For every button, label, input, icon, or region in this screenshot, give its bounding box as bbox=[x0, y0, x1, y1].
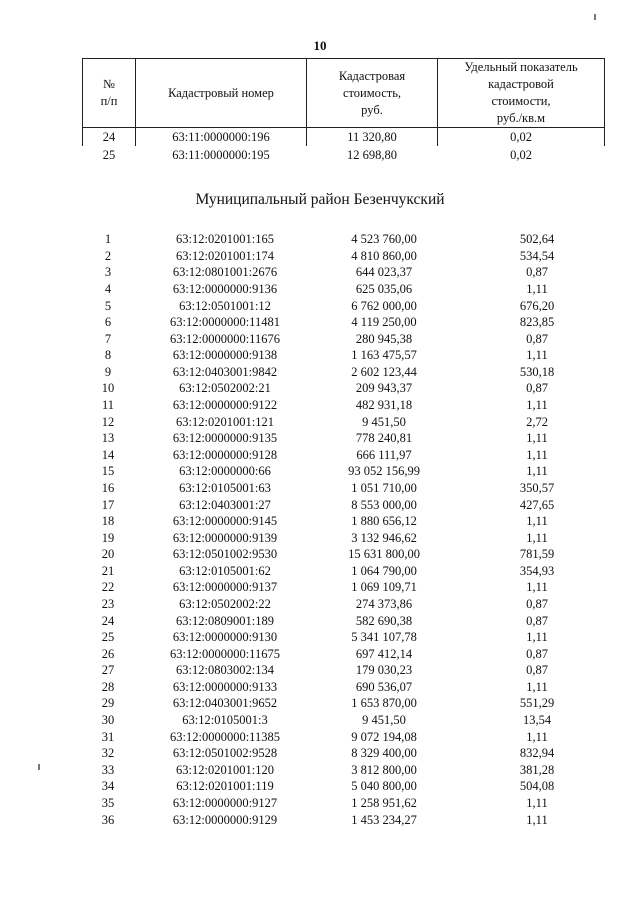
table-cell: 1,11 bbox=[526, 530, 548, 545]
table-cell: 1,11 bbox=[526, 795, 548, 810]
table-cell: 9 072 194,08 bbox=[351, 729, 417, 744]
table-cell: 63:12:0000000:11675 bbox=[170, 646, 280, 661]
table-row bbox=[82, 778, 622, 795]
table-cell: 63:12:0000000:9130 bbox=[172, 630, 278, 645]
table-cell: 1 453 234,27 bbox=[351, 812, 417, 827]
table-cell: 1,11 bbox=[526, 464, 548, 479]
table-cell: 534,54 bbox=[519, 248, 555, 263]
table-cell: 4 bbox=[104, 282, 112, 297]
table-row bbox=[82, 413, 622, 430]
table-cell: 697 412,14 bbox=[355, 646, 413, 661]
table-cell: 21 bbox=[101, 563, 115, 578]
table-cell: 676,20 bbox=[519, 298, 555, 313]
table-cell: 63:12:0000000:9135 bbox=[172, 431, 278, 446]
table-cell: 1 069 109,71 bbox=[351, 580, 417, 595]
table-row bbox=[82, 397, 622, 414]
table-cell: 1,11 bbox=[526, 282, 548, 297]
table-row bbox=[82, 645, 622, 662]
table-cell: 8 bbox=[104, 348, 112, 363]
table-row bbox=[82, 679, 622, 696]
table-cell: 8 553 000,00 bbox=[351, 497, 417, 512]
table-cell: 1 163 475,57 bbox=[351, 348, 417, 363]
table-row bbox=[82, 347, 622, 364]
table-cell: 13,54 bbox=[522, 713, 552, 728]
table-row bbox=[82, 563, 622, 580]
table-cell: 6 bbox=[104, 315, 112, 330]
table-row bbox=[82, 480, 622, 497]
table-cell: 4 523 760,00 bbox=[351, 232, 417, 247]
table-cell: 63:12:0803002:134 bbox=[176, 663, 274, 678]
table-cell: 35 bbox=[101, 795, 115, 810]
table-cell: 63:12:0809001:189 bbox=[176, 613, 274, 628]
table-cell: 1,11 bbox=[526, 348, 548, 363]
table-cell: 63:12:0502002:21 bbox=[179, 381, 271, 396]
table-cell: 1,11 bbox=[526, 514, 548, 529]
table-cell: 63:12:0105001:62 bbox=[179, 563, 271, 578]
table-cell: 5 341 107,78 bbox=[351, 630, 417, 645]
table-cell: 14 bbox=[101, 447, 115, 462]
table-cell: 18 bbox=[101, 514, 115, 529]
table-cell: 625 035,06 bbox=[355, 282, 413, 297]
table-cell: 2 602 123,44 bbox=[351, 364, 417, 379]
table-cell: 31 bbox=[101, 729, 115, 744]
table-cell: 209 943,37 bbox=[355, 381, 413, 396]
table-cell: 22 bbox=[101, 580, 115, 595]
column-header-cadastral-number: Кадастровый номер bbox=[136, 59, 307, 128]
table-cell: 1,11 bbox=[526, 630, 548, 645]
table-cell: 28 bbox=[101, 679, 115, 694]
table-cell: 0,02 bbox=[510, 148, 532, 162]
table-row bbox=[82, 447, 622, 464]
table-cell: 25 bbox=[101, 630, 115, 645]
table-cell: 3 132 946,62 bbox=[351, 530, 417, 545]
table-cell: 1,11 bbox=[526, 580, 548, 595]
table-cell: 582 690,38 bbox=[355, 613, 413, 628]
table-row bbox=[82, 596, 622, 613]
table-cell: 1,11 bbox=[526, 679, 548, 694]
table-cell: 0,87 bbox=[526, 646, 548, 661]
column-header-number: № п/п bbox=[83, 59, 136, 128]
table-cell: 179 030,23 bbox=[355, 663, 413, 678]
table-cell: 10 bbox=[101, 381, 115, 396]
table-cell: 63:12:0000000:11676 bbox=[170, 331, 280, 346]
table-cell: 9 bbox=[104, 364, 112, 379]
table-cell: 11 bbox=[101, 398, 115, 413]
table-cell: 24 bbox=[101, 613, 115, 628]
table-cell: 17 bbox=[101, 497, 115, 512]
table-row bbox=[82, 712, 622, 729]
table-row bbox=[82, 629, 622, 646]
table-cell: 63:11:0000000:195 bbox=[172, 148, 270, 162]
table-cell: 32 bbox=[101, 746, 115, 761]
table-row bbox=[82, 430, 622, 447]
table-cell: 24 bbox=[83, 128, 136, 147]
table-cell: 63:12:0000000:9127 bbox=[172, 795, 278, 810]
table-cell: 4 119 250,00 bbox=[351, 315, 417, 330]
table-row bbox=[82, 248, 622, 265]
table-cell: 63:12:0801001:2676 bbox=[172, 265, 278, 280]
table-cell: 2 bbox=[104, 248, 112, 263]
table-cell: 20 bbox=[101, 547, 115, 562]
table-cell: 1 bbox=[104, 232, 112, 247]
table-cell: 12 698,80 bbox=[347, 148, 397, 162]
table-cell: 63:12:0201001:174 bbox=[176, 248, 274, 263]
table-row bbox=[82, 811, 622, 828]
table-cell: 63:12:0501001:12 bbox=[179, 298, 271, 313]
table-row bbox=[82, 695, 622, 712]
table-cell: 666 111,97 bbox=[356, 447, 412, 462]
table-row bbox=[83, 146, 605, 164]
table-cell: 280 945,38 bbox=[355, 331, 413, 346]
table-cell: 1 051 710,00 bbox=[351, 480, 417, 495]
table-cell: 26 bbox=[101, 646, 115, 661]
table-cell: 15 bbox=[101, 464, 115, 479]
table-cell: 63:12:0000000:9139 bbox=[172, 530, 278, 545]
table-cell: 502,64 bbox=[519, 232, 555, 247]
table-cell: 482 931,18 bbox=[355, 398, 413, 413]
table-cell: 6 762 000,00 bbox=[351, 298, 417, 313]
table-cell: 29 bbox=[101, 696, 115, 711]
table-cell: 4 810 860,00 bbox=[351, 248, 417, 263]
table-cell: 36 bbox=[101, 812, 115, 827]
table-cell: 1 653 870,00 bbox=[351, 696, 417, 711]
table-row bbox=[82, 297, 622, 314]
table-cell: 34 bbox=[101, 779, 115, 794]
table-cell: 5 bbox=[104, 298, 112, 313]
table-cell: 274 373,86 bbox=[355, 597, 413, 611]
table-cell: 63:11:0000000:196 bbox=[136, 128, 307, 147]
table-cell: 1 880 656,12 bbox=[351, 514, 417, 529]
table-cell: 0,87 bbox=[526, 663, 548, 678]
table-cell: 0,02 bbox=[438, 128, 605, 147]
table-row bbox=[82, 795, 622, 812]
table-cell: 8 329 400,00 bbox=[351, 746, 417, 761]
table-row bbox=[82, 330, 622, 347]
table-cell: 63:12:0000000:9133 bbox=[172, 679, 278, 694]
table-cell: 781,59 bbox=[519, 547, 555, 562]
table-row bbox=[82, 529, 622, 546]
table-cell: 63:12:0000000:9122 bbox=[172, 398, 278, 413]
table-cell: 63:12:0000000:66 bbox=[179, 464, 271, 479]
table-cell: 823,85 bbox=[519, 315, 555, 330]
table-cell: 778 240,81 bbox=[355, 431, 413, 446]
table-cell: 1,11 bbox=[526, 447, 548, 462]
page-number: 10 bbox=[313, 38, 327, 53]
table-cell: 63:12:0105001:3 bbox=[182, 713, 268, 728]
table-cell: 504,08 bbox=[519, 779, 555, 794]
table-cell: 15 631 800,00 bbox=[348, 547, 420, 562]
table-cell: 0,87 bbox=[526, 265, 548, 280]
table-row bbox=[82, 496, 622, 513]
table-cell: 5 040 800,00 bbox=[351, 779, 417, 794]
table-cell: 63:12:0403001:9652 bbox=[172, 696, 278, 711]
column-header-cadastral-value: Кадастровая стоимость, руб. bbox=[307, 59, 438, 128]
table-cell: 1,11 bbox=[526, 729, 548, 744]
table-cell: 832,94 bbox=[519, 746, 555, 761]
scan-mark bbox=[38, 764, 40, 770]
table-row bbox=[82, 380, 622, 397]
table-cell: 644 023,37 bbox=[355, 265, 413, 280]
table-cell: 1 258 951,62 bbox=[351, 795, 417, 810]
table-cell: 25 bbox=[102, 148, 116, 162]
table-cell: 1 064 790,00 bbox=[351, 563, 417, 578]
table-cell: 0,87 bbox=[526, 597, 548, 611]
table-row bbox=[83, 128, 605, 147]
table-cell: 63:12:0403001:9842 bbox=[172, 364, 278, 379]
table-row bbox=[82, 463, 622, 480]
scan-mark bbox=[594, 14, 596, 20]
table-cell: 30 bbox=[101, 713, 115, 728]
table-cell: 63:12:0000000:11385 bbox=[170, 729, 280, 744]
table-cell: 690 536,07 bbox=[355, 679, 413, 694]
table-cell: 23 bbox=[101, 597, 115, 611]
cadastral-data-table bbox=[82, 231, 622, 828]
table-cell: 63:12:0000000:9145 bbox=[172, 514, 278, 529]
table-row bbox=[82, 513, 622, 530]
table-cell: 93 052 156,99 bbox=[348, 464, 420, 479]
table-cell: 63:12:0501002:9530 bbox=[172, 547, 278, 562]
table-cell: 33 bbox=[101, 762, 115, 777]
table-cell: 2,72 bbox=[526, 414, 548, 429]
table-row bbox=[82, 728, 622, 745]
table-cell: 63:12:0201001:121 bbox=[176, 414, 274, 429]
table-cell: 63:12:0000000:11481 bbox=[170, 315, 280, 330]
table-cell: 63:12:0403001:27 bbox=[179, 497, 271, 512]
table-row bbox=[82, 364, 622, 381]
table-row bbox=[82, 612, 622, 629]
table-row bbox=[82, 281, 622, 298]
table-cell: 530,18 bbox=[519, 364, 555, 379]
table-cell: 9 451,50 bbox=[362, 713, 406, 728]
table-cell: 63:12:0000000:9136 bbox=[172, 282, 278, 297]
table-cell: 12 bbox=[101, 414, 115, 429]
table-cell: 27 bbox=[101, 663, 115, 678]
table-cell: 63:12:0000000:9137 bbox=[172, 580, 278, 595]
table-cell: 1,11 bbox=[526, 812, 548, 827]
table-cell: 19 bbox=[101, 530, 115, 545]
table-cell: 551,29 bbox=[519, 696, 555, 711]
cadastral-header-table bbox=[82, 58, 605, 164]
table-row bbox=[82, 231, 622, 248]
table-cell: 350,57 bbox=[519, 480, 555, 495]
table-cell: 1,11 bbox=[526, 431, 548, 446]
table-header-row bbox=[83, 59, 605, 128]
table-cell: 1,11 bbox=[526, 398, 548, 413]
table-cell: 63:12:0000000:9128 bbox=[172, 447, 278, 462]
table-cell: 9 451,50 bbox=[362, 414, 406, 429]
table-row bbox=[82, 314, 622, 331]
table-cell: 16 bbox=[101, 480, 115, 495]
table-cell: 427,65 bbox=[519, 497, 555, 512]
section-title: Муниципальный район Безенчукский bbox=[195, 191, 445, 208]
column-header-specific-indicator: Удельный показатель кадастровой стоимости, руб./кв.м bbox=[438, 59, 605, 128]
table-cell: 7 bbox=[104, 331, 112, 346]
table-cell: 0,87 bbox=[526, 381, 548, 396]
table-cell: 13 bbox=[101, 431, 115, 446]
table-cell: 63:12:0201001:119 bbox=[176, 779, 274, 794]
table-cell: 0,87 bbox=[526, 331, 548, 346]
table-row bbox=[82, 546, 622, 563]
table-row bbox=[82, 745, 622, 762]
table-row bbox=[82, 264, 622, 281]
table-row bbox=[82, 579, 622, 596]
table-cell: 0,87 bbox=[526, 613, 548, 628]
table-cell: 63:12:0501002:9528 bbox=[172, 746, 278, 761]
table-cell: 63:12:0000000:9138 bbox=[172, 348, 278, 363]
table-cell: 3 bbox=[104, 265, 112, 280]
table-cell: 11 320,80 bbox=[307, 128, 438, 147]
table-cell: 381,28 bbox=[519, 762, 555, 777]
table-cell: 63:12:0502002:22 bbox=[179, 597, 271, 611]
table-cell: 63:12:0000000:9129 bbox=[172, 812, 278, 827]
table-cell: 63:12:0201001:165 bbox=[176, 232, 274, 247]
table-cell: 63:12:0201001:120 bbox=[176, 762, 274, 777]
table-cell: 3 812 800,00 bbox=[351, 762, 417, 777]
table-cell: 63:12:0105001:63 bbox=[179, 480, 271, 495]
table-row bbox=[82, 662, 622, 679]
table-cell: 354,93 bbox=[519, 563, 555, 578]
table-row bbox=[82, 762, 622, 779]
